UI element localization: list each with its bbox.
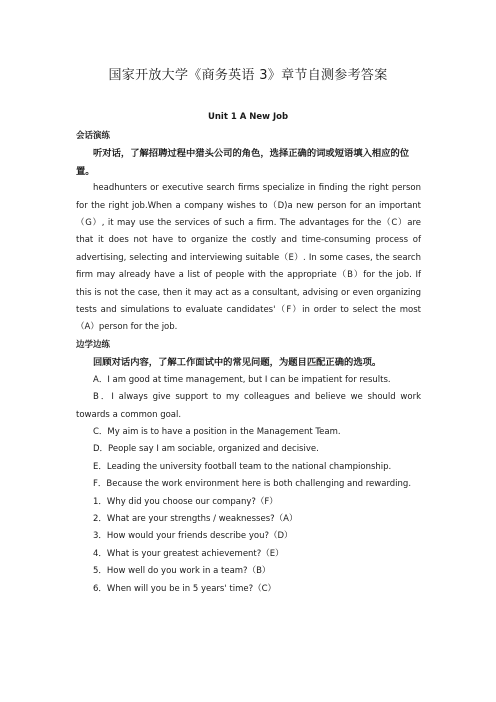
- question-item: 1．Why did you choose our company?（F）: [93, 496, 278, 507]
- section-instruction-conversation: 听对话，了解招聘过程中猎头公司的角色，选择正确的词或短语填入相应的位置。: [76, 148, 410, 177]
- answer-option: A．I am good at time management, but I can be impatient for results.: [93, 374, 391, 385]
- answer-option: C．My aim is to have a position in the Management Team.: [93, 426, 341, 437]
- document-title: 国家开放大学《商务英语 3》章节自测参考答案: [108, 68, 388, 83]
- fill-in-passage: headhunters or executive search firms specialize in finding the right person for the right job.When a company wishes to（D)a new person for an important（G）, it may use the services of such a firm. The advantages for the（C）are that it does not have to organize the costly and time-consuming process of advertising, selecting and interviewing suitable（E）. In some cases, the search firm may already have a list of people with the appropriate（B）for the job. If this is not the case, then it may act as a consultant, advising or even organizing tests and simulations to evaluate candidates'（F）in order to select the most（A）person for the job.: [76, 183, 421, 333]
- question-item: 2．What are your strengths / weaknesses?（A）: [93, 513, 298, 524]
- unit-title: Unit 1 A New Job: [207, 112, 289, 122]
- question-item: 6．When will you be in 5 years' time?（C）: [93, 583, 277, 594]
- section-heading-conversation: 会话演练: [76, 131, 111, 141]
- section-instruction-practice: 回顾对话内容，了解工作面试中的常见问题，为题目匹配正确的选项。: [93, 357, 382, 369]
- document-body: [76, 128, 421, 598]
- section-heading-practice: 边学边练: [76, 339, 111, 350]
- question-item: 4．What is your greatest achievement?（E）: [93, 548, 284, 559]
- answer-option: B．I always give support to my colleagues and believe we should work towards a common goal.: [76, 392, 421, 420]
- answer-option: D．People say I am sociable, organized and decisive.: [93, 444, 319, 455]
- question-item: 3．How would your friends describe you?（D）: [93, 531, 293, 542]
- question-item: 5．How well do you work in a team?（B）: [93, 566, 271, 577]
- answer-option: E．Leading the university football team to the national championship.: [93, 461, 392, 472]
- answer-option: F．Because the work environment here is both challenging and rewarding.: [93, 479, 412, 490]
